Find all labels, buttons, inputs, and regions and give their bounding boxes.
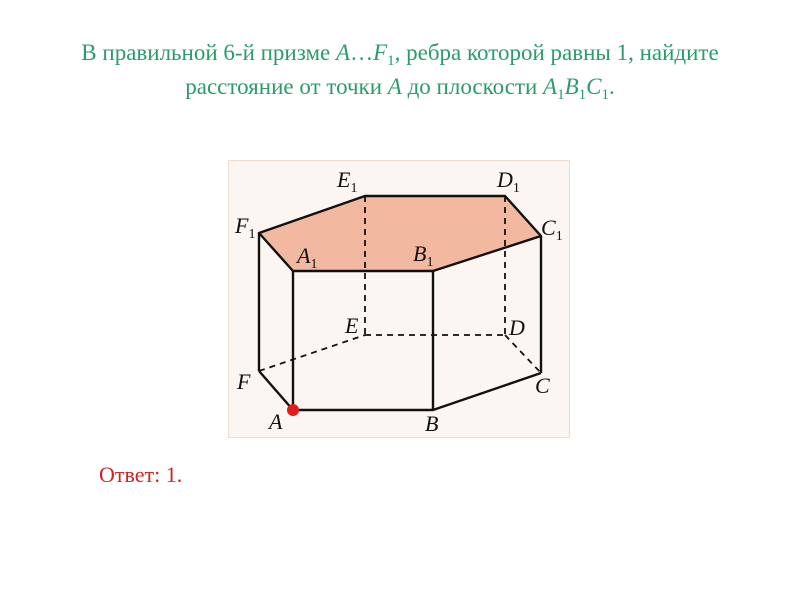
label-f: F xyxy=(237,369,251,394)
prism-drawing xyxy=(229,161,571,439)
label-c: C xyxy=(535,373,550,398)
prism-vertex-a: A xyxy=(336,40,351,65)
subscript: 1 xyxy=(601,87,609,103)
problem-text: до плоскости xyxy=(401,74,544,99)
problem-statement xyxy=(20,36,780,104)
label-b1 xyxy=(413,241,434,270)
plane-vertex-b: B xyxy=(564,74,579,99)
bottom-visible-edges xyxy=(259,371,541,410)
plane-vertex-c: C xyxy=(586,74,602,99)
problem-line-1 xyxy=(20,36,780,70)
prism-figure xyxy=(228,160,570,438)
edge-dc xyxy=(505,335,541,373)
label-a: A xyxy=(269,409,283,434)
label-d: D xyxy=(509,315,525,340)
subscript: 1 xyxy=(555,229,563,244)
ellipsis: … xyxy=(350,40,374,65)
label-letter: D xyxy=(497,167,513,192)
subscript: 1 xyxy=(387,53,395,69)
period: . xyxy=(609,74,615,99)
subscript: 1 xyxy=(310,257,318,272)
label-d1 xyxy=(497,167,520,196)
problem-text: , ребра которой равны 1, найдите xyxy=(394,40,719,65)
label-b: B xyxy=(425,411,439,436)
label-letter: F xyxy=(235,213,249,238)
problem-line-2 xyxy=(20,70,780,104)
label-e1 xyxy=(337,167,358,196)
subscript: 1 xyxy=(557,87,565,103)
subscript: 1 xyxy=(350,181,358,196)
problem-text: расстояние от точки xyxy=(185,74,388,99)
point-a-marker xyxy=(287,404,299,416)
subscript: 1 xyxy=(512,181,520,196)
subscript: 1 xyxy=(578,87,587,103)
label-letter: A xyxy=(297,243,311,268)
point-a: A xyxy=(387,74,402,99)
subscript: 1 xyxy=(426,255,434,270)
label-c1 xyxy=(541,215,563,244)
subscript: 1 xyxy=(248,227,256,242)
label-letter: E xyxy=(337,167,351,192)
problem-text: В правильной 6-й призме xyxy=(81,40,337,65)
label-e: E xyxy=(345,313,359,338)
prism-vertex-f: F xyxy=(373,40,388,65)
label-f1 xyxy=(235,213,256,242)
plane-vertex-a: A xyxy=(543,74,558,99)
label-a1 xyxy=(297,243,318,272)
label-letter: B xyxy=(413,241,427,266)
label-letter: C xyxy=(541,215,556,240)
edge-fe xyxy=(259,335,365,371)
answer-text: Ответ: 1. xyxy=(99,462,183,487)
